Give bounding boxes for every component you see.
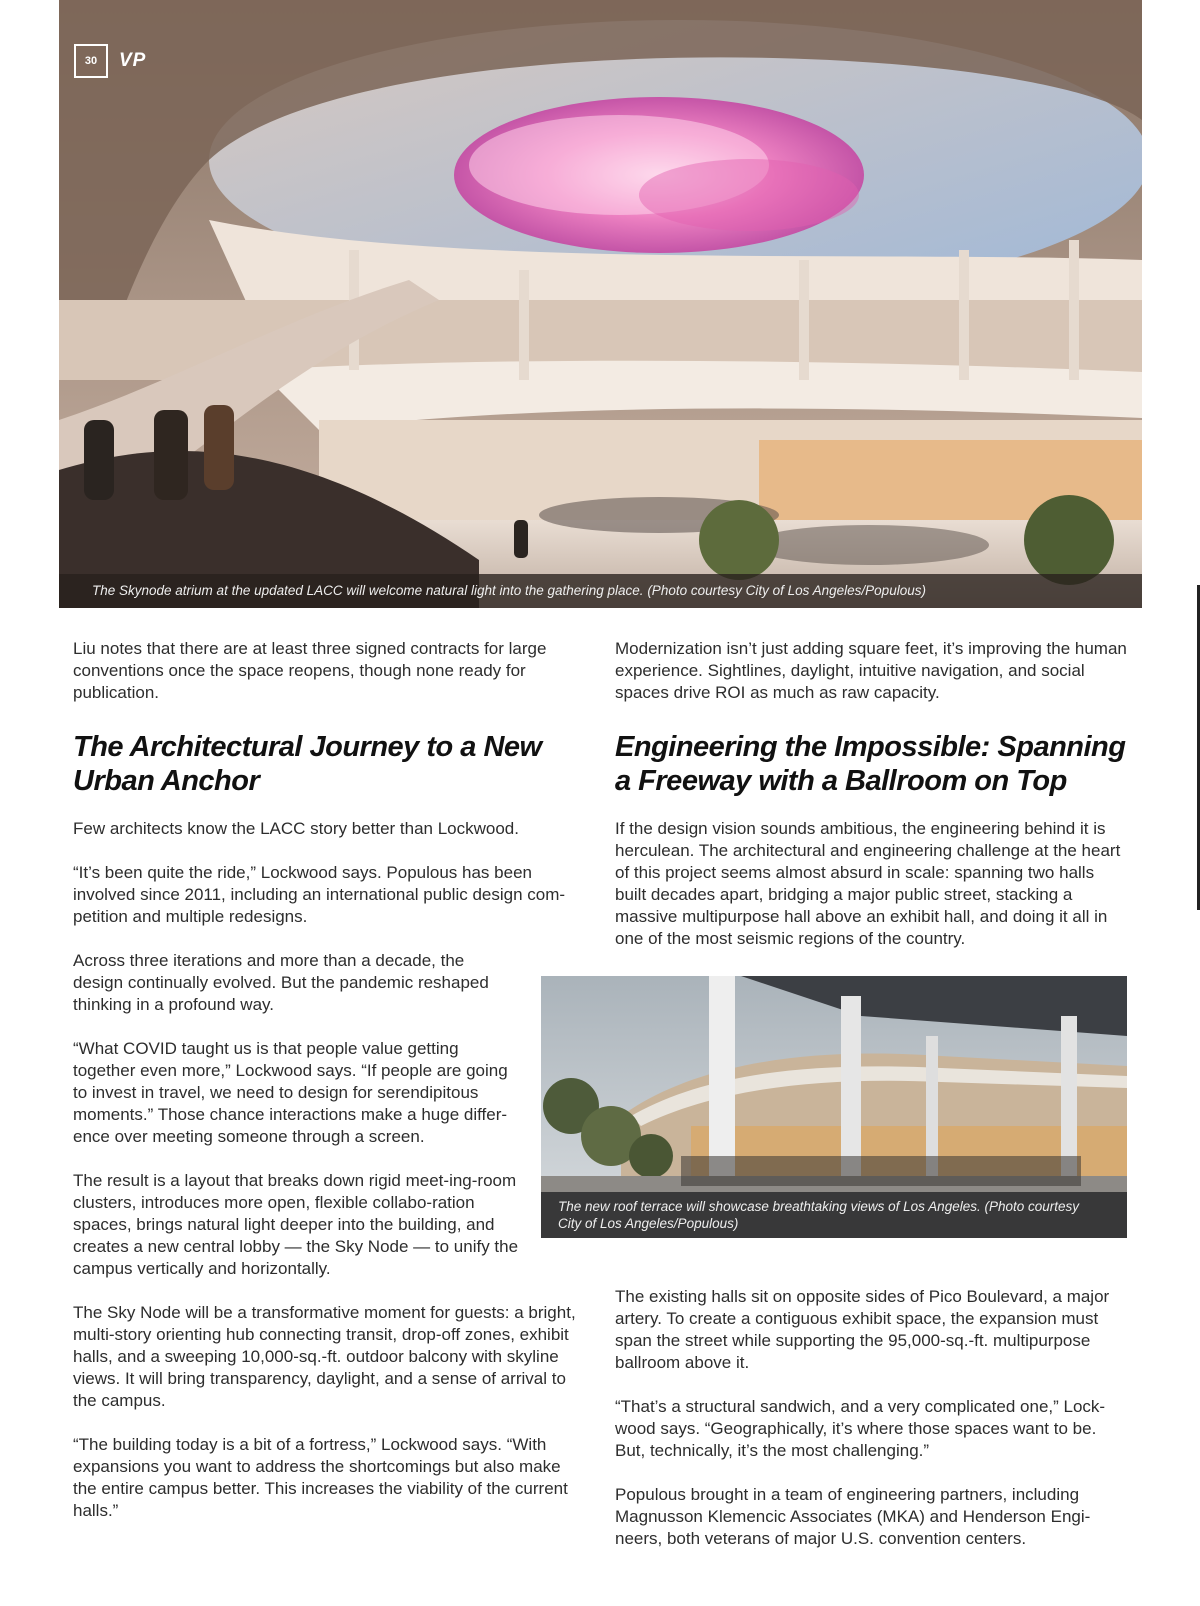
hero-photo bbox=[59, 0, 1142, 608]
left-paragraph-7: “The building today is a bit of a fortress,” Lockwood says. “With expansions you want to address the shortcomings but also make the entire campus better. This increases the viability of the current halls.” bbox=[73, 1435, 568, 1520]
left-intro-paragraph: Liu notes that there are at least three signed contracts for large conventions once the space reopens, though none ready for publication. bbox=[73, 639, 547, 702]
atrium-illustration bbox=[59, 0, 1142, 608]
left-paragraph-5: The result is a layout that breaks down rigid meet-ing-room clusters, introduces more open, flexible collabo-ration spaces, brings natural light deeper into the building, and creates a new central lobby — the Sky Node — to unify the campus vertically and horizontally. bbox=[73, 1171, 519, 1278]
right-section-heading: Engineering the Impossible: Spanning a Freeway with a Ballroom on Top bbox=[615, 731, 1126, 797]
left-paragraph-4: “What COVID taught us is that people value getting together even more,” Lockwood says. “If people are going to invest in travel, we need to design for serendipitous moments.” Those chance interactions make a huge differ-ence over meeting someone through a screen. bbox=[73, 1039, 508, 1146]
left-section-heading: The Architectural Journey to a New Urban Anchor bbox=[73, 731, 542, 797]
inset-caption-bar bbox=[541, 1192, 1127, 1238]
page-number: 30 bbox=[74, 44, 108, 78]
right-paragraph-2: The existing halls sit on opposite sides of Pico Boulevard, a major artery. To create a contiguous exhibit space, the expansion must span the street while supporting the 95,000-sq.-ft. multipurpose ballroom above it. bbox=[615, 1287, 1110, 1372]
left-paragraph-6: The Sky Node will be a transformative moment for guests: a bright, multi-story orienting hub connecting transit, drop-off zones, exhibit halls, and a sweeping 10,000-sq.-ft. outdoor balcony with skyline views. It will bring transparency, daylight, and a sense of arrival to the campus. bbox=[73, 1303, 576, 1410]
left-paragraph-2: “It’s been quite the ride,” Lockwood says. Populous has been involved since 2011, including an international public design com-petition and multiple redesigns. bbox=[73, 863, 566, 926]
left-paragraph-1: Few architects know the LACC story better than Lockwood. bbox=[73, 819, 519, 838]
hero-caption: The Skynode atrium at the updated LACC will welcome natural light into the gathering place. (Photo courtesy City of Los Angeles/Populous) bbox=[92, 583, 926, 598]
roof-terrace-photo bbox=[541, 976, 1127, 1238]
right-paragraph-4: Populous brought in a team of engineering partners, including Magnusson Klemencic Associates (MKA) and Henderson Engi-neers, both veterans of major U.S. convention centers. bbox=[615, 1485, 1091, 1548]
hero-caption-bar bbox=[59, 574, 1142, 608]
right-intro-paragraph: Modernization isn’t just adding square feet, it’s improving the human experience. Sightlines, daylight, intuitive navigation, and social spaces drive ROI as much as raw capacity. bbox=[615, 639, 1127, 702]
left-paragraph-3: Across three iterations and more than a decade, the design continually evolved. But the pandemic reshaped thinking in a profound way. bbox=[73, 951, 489, 1014]
magazine-logo: VP bbox=[119, 50, 147, 71]
inset-caption: The new roof terrace will showcase breathtaking views of Los Angeles. (Photo courtesy City of Los Angeles/Populous) bbox=[558, 1199, 1080, 1231]
right-paragraph-1: If the design vision sounds ambitious, the engineering behind it is herculean. The architectural and engineering challenge at the heart of this project seems almost absurd in scale: spanning two halls built decades apart, bridging a major public street, stacking a massive multipurpose hall above an exhibit hall, and doing it all in one of the most seismic regions of the country. bbox=[615, 819, 1121, 948]
right-paragraph-3: “That’s a structural sandwich, and a very complicated one,” Lock-wood says. “Geographically, it’s where those spaces want to be. But, technically, it’s the most challenging.” bbox=[615, 1397, 1106, 1460]
